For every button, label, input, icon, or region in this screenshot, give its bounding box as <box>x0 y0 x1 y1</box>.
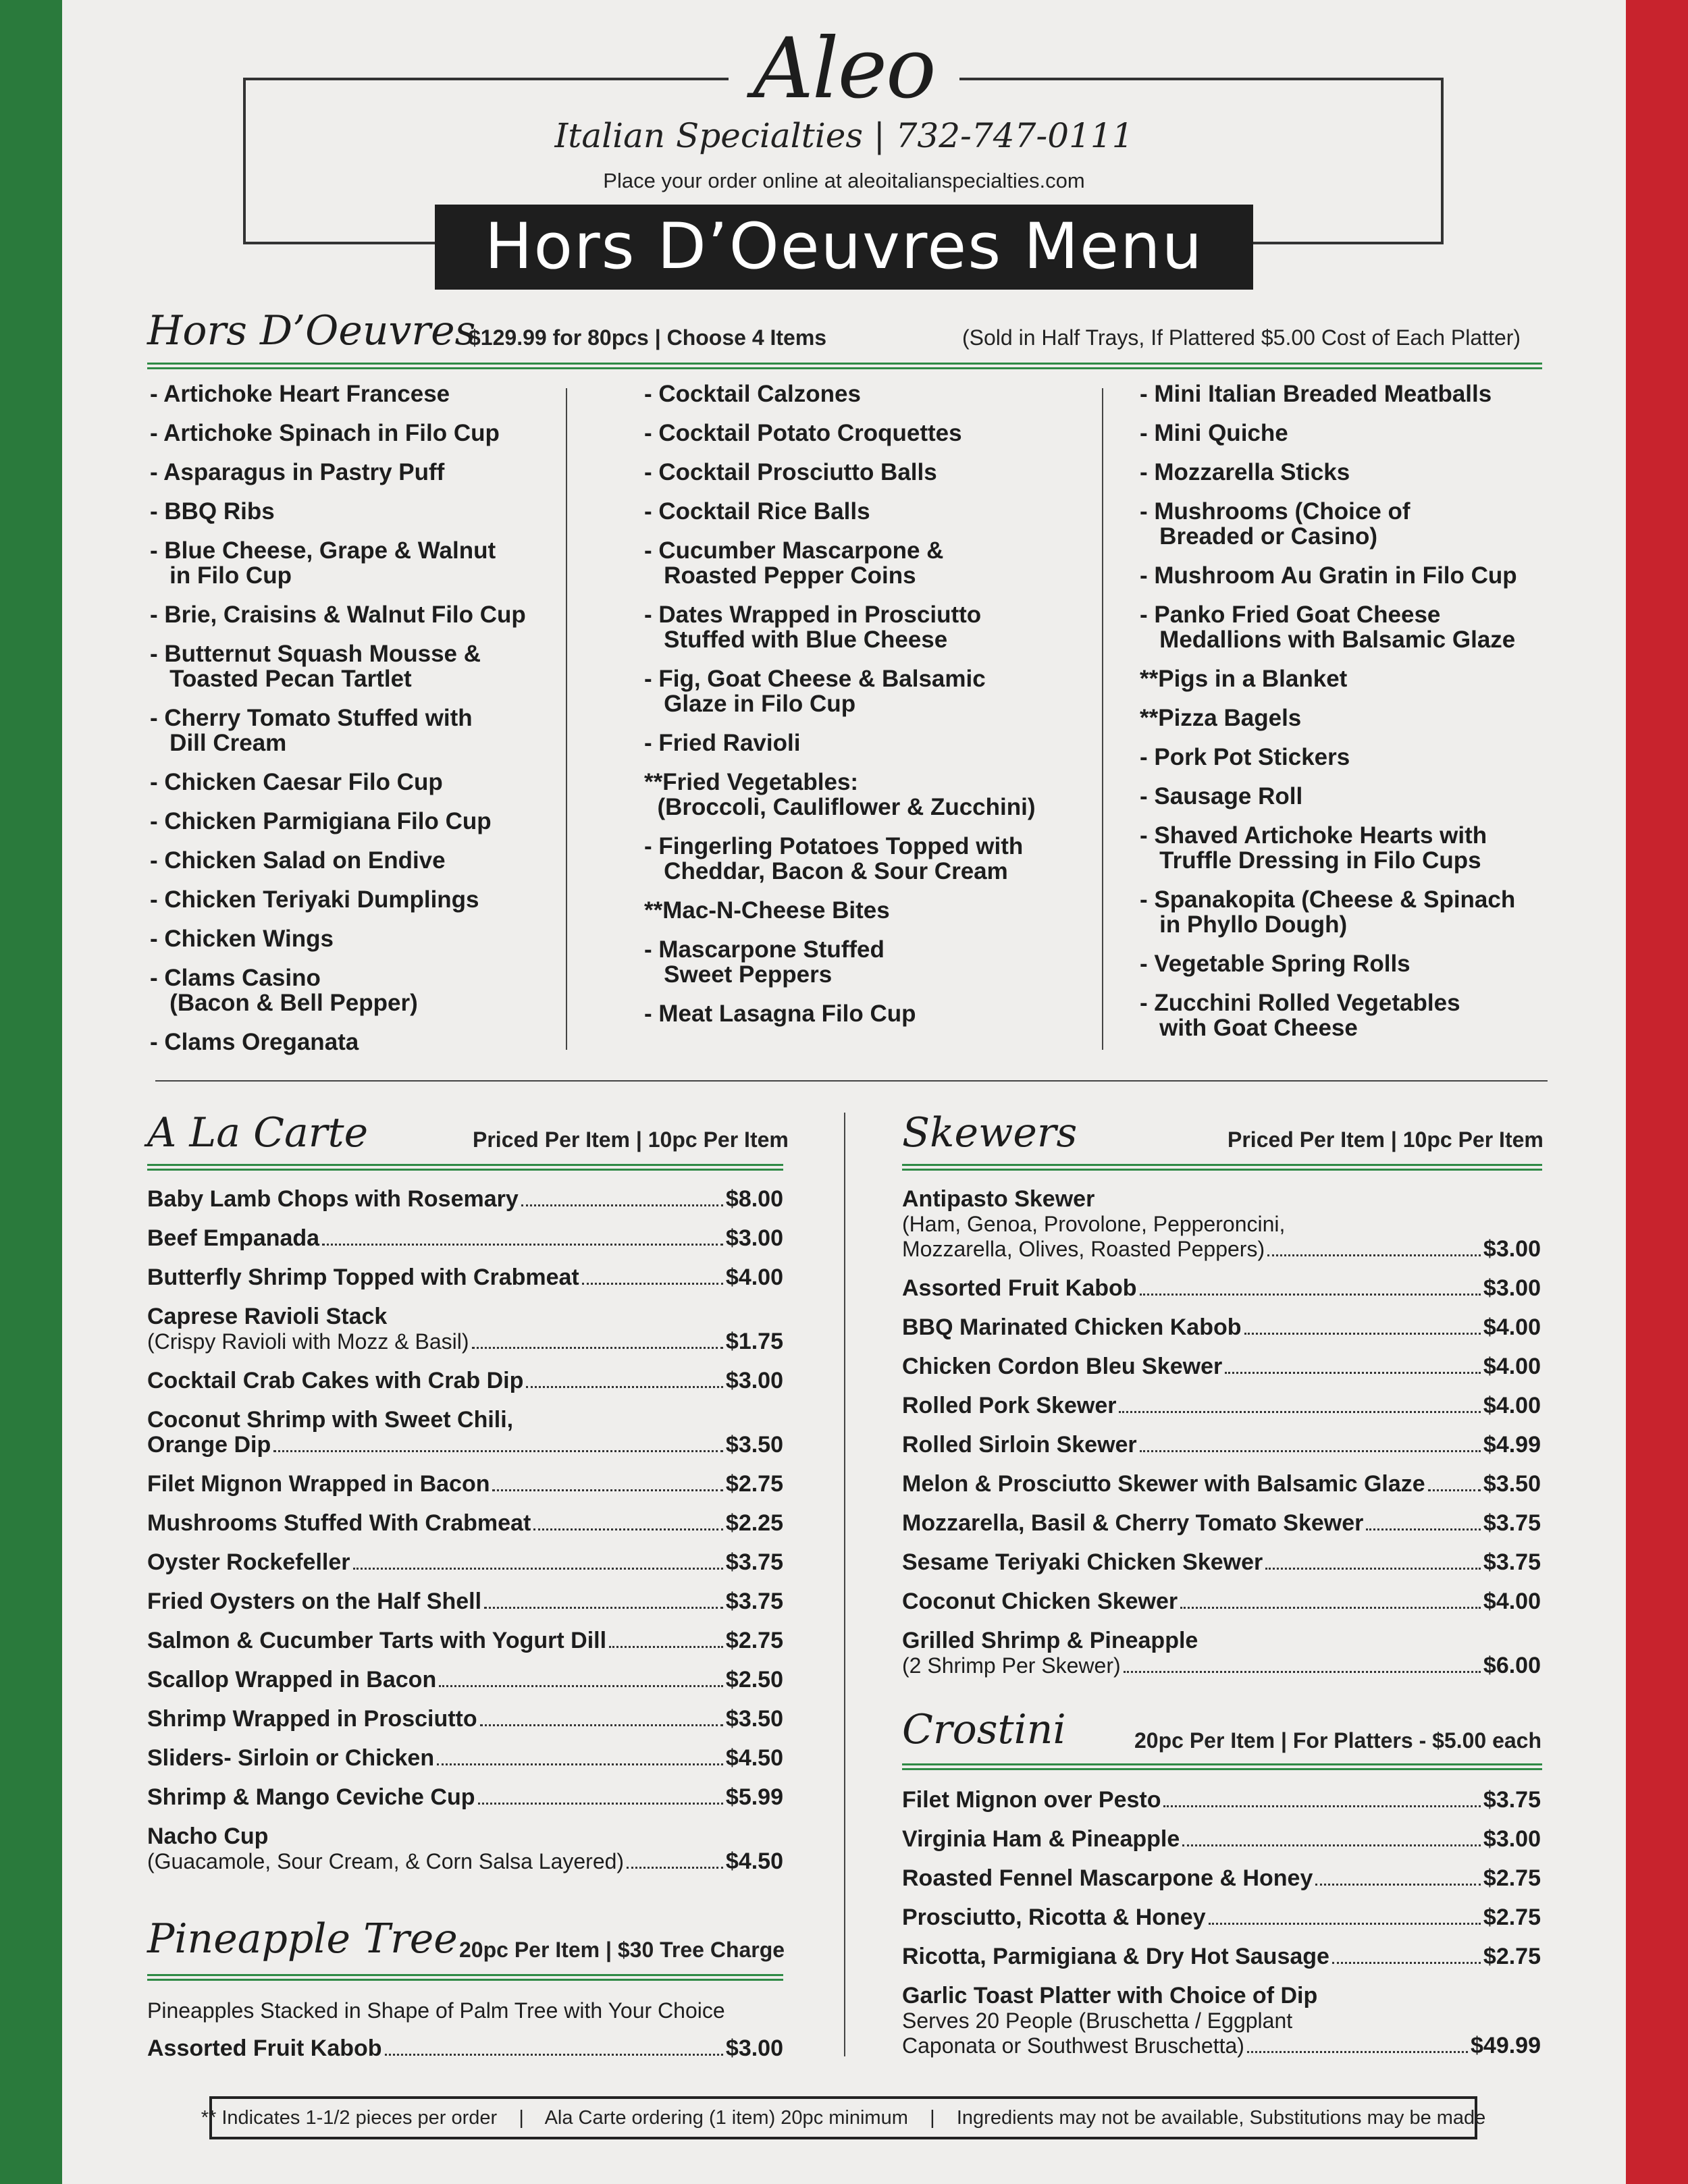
skewers-subtitle: Priced Per Item | 10pc Per Item <box>1228 1127 1544 1152</box>
brand-subtitle: Italian Specialties | 732-747-0111 <box>554 116 1134 155</box>
hors-section-title: Hors D’Oeuvres <box>147 307 476 354</box>
skewers-item-label: Sesame Teriyaki Chicken Skewer <box>902 1549 1263 1575</box>
hors-item: - Cocktail Potato Croquettes <box>644 420 962 446</box>
hors-item: - Spanakopita (Cheese & Spinach in Phyllo Dough) <box>1140 886 1516 938</box>
hors-item: - Asparagus in Pastry Puff <box>150 459 445 485</box>
dot-leader <box>478 1803 723 1805</box>
hors-item: - Cherry Tomato Stuffed with Dill Cream <box>150 705 473 756</box>
crostini-item-label: Caponata or Southwest Bruschetta) <box>902 2033 1244 2058</box>
hors-item: - Butternut Squash Mousse & Toasted Pecan Tartlet <box>150 641 481 692</box>
order-online-text: Place your order online at aleoitalianspecialties.com <box>603 169 1085 192</box>
skewers-item <box>902 1187 1541 1262</box>
alacarte-item-price: $2.25 <box>725 1510 783 1536</box>
dot-leader <box>1315 1884 1481 1886</box>
dot-leader <box>480 1724 723 1726</box>
alacarte-item-price: $3.50 <box>725 1706 783 1732</box>
crostini-item-note: Serves 20 People (Bruschetta / Eggplant <box>902 2008 1293 2033</box>
alacarte-item-name: Coconut Shrimp with Sweet Chili, <box>147 1407 514 1433</box>
skewers-item <box>902 1354 1541 1379</box>
dot-leader <box>1428 1489 1481 1491</box>
skewers-item-price: $3.75 <box>1483 1549 1541 1575</box>
hors-column-1 <box>150 381 548 1069</box>
skewers-item-label: Melon & Prosciutto Skewer with Balsamic Glaze <box>902 1471 1425 1497</box>
hors-item: - Chicken Caesar Filo Cup <box>150 769 443 795</box>
hors-item: - Cocktail Calzones <box>644 381 861 407</box>
hors-item: - Artichoke Spinach in Filo Cup <box>150 420 500 446</box>
alacarte-item-price: $2.75 <box>725 1628 783 1653</box>
skewers-item-label: BBQ Marinated Chicken Kabob <box>902 1314 1242 1340</box>
crostini-item-label: Prosciutto, Ricotta & Honey <box>902 1905 1206 1930</box>
hors-item: - Panko Fried Goat Cheese Medallions with Balsamic Glaze <box>1140 602 1516 653</box>
alacarte-section-title: A La Carte <box>147 1109 369 1156</box>
skewers-item <box>902 1550 1541 1575</box>
hors-item: - Fried Ravioli <box>644 730 801 756</box>
dot-leader <box>273 1450 723 1452</box>
alacarte-item-label: Baby Lamb Chops with Rosemary <box>147 1186 519 1212</box>
crostini-item <box>902 1866 1541 1891</box>
alacarte-item-price: $5.99 <box>725 1784 783 1810</box>
hors-item: - Mushroom Au Gratin in Filo Cup <box>1140 562 1517 589</box>
italian-flag-green-stripe <box>0 0 62 2184</box>
hors-item: - Cocktail Rice Balls <box>644 498 870 525</box>
skewers-item-label: Coconut Chicken Skewer <box>902 1589 1178 1614</box>
skewers-item <box>902 1315 1541 1340</box>
hors-item: **Fried Vegetables: (Broccoli, Cauliflower & Zucchini) <box>644 769 1036 820</box>
skewers-item-label: Rolled Pork Skewer <box>902 1393 1117 1418</box>
alacarte-item-price: $3.75 <box>725 1589 783 1614</box>
alacarte-item <box>147 1628 783 1653</box>
dot-leader <box>439 1685 723 1687</box>
dot-leader <box>492 1489 722 1491</box>
dot-leader <box>609 1646 723 1648</box>
hors-column-2 <box>644 381 1117 1040</box>
crostini-item-price: $2.75 <box>1483 1905 1541 1930</box>
skewers-item-price: $3.00 <box>1483 1275 1541 1301</box>
skewers-item-price: $4.99 <box>1483 1432 1541 1458</box>
skewers-item <box>902 1511 1541 1536</box>
crostini-section-title: Crostini <box>902 1706 1066 1753</box>
skewers-divider <box>902 1164 1542 1171</box>
hors-item: - Mushrooms (Choice of Breaded or Casino) <box>1140 498 1410 550</box>
alacarte-item-price: $2.75 <box>725 1471 783 1497</box>
alacarte-item-label: (Guacamole, Sour Cream, & Corn Salsa Layered) <box>147 1849 625 1873</box>
alacarte-item-label: Filet Mignon Wrapped in Bacon <box>147 1471 490 1497</box>
skewers-item <box>902 1393 1541 1418</box>
crostini-item-price: $2.75 <box>1483 1865 1541 1891</box>
hors-item: - Mini Italian Breaded Meatballs <box>1140 381 1492 407</box>
alacarte-item <box>147 1472 783 1497</box>
hors-item: - Clams Casino (Bacon & Bell Pepper) <box>150 965 418 1016</box>
alacarte-item <box>147 1824 783 1874</box>
skewers-item-price: $4.00 <box>1483 1314 1541 1340</box>
hors-price: $129.99 for 80pcs | Choose 4 Items <box>469 325 827 350</box>
alacarte-item <box>147 1226 783 1251</box>
alacarte-item-label: (Crispy Ravioli with Mozz & Basil) <box>147 1329 469 1354</box>
crostini-item-price: $3.75 <box>1483 1787 1541 1813</box>
hors-item: - Dates Wrapped in Prosciutto Stuffed with Blue Cheese <box>644 602 982 653</box>
hors-item: - Chicken Wings <box>150 926 334 952</box>
alacarte-item-price: $8.00 <box>725 1186 783 1212</box>
skewers-item-price: $3.75 <box>1483 1510 1541 1536</box>
skewers-item-label: (2 Shrimp Per Skewer) <box>902 1653 1121 1678</box>
hors-item: - Fingerling Potatoes Topped with Cheddar, Bacon & Sour Cream <box>644 833 1024 884</box>
alacarte-item <box>147 1368 783 1393</box>
crostini-item <box>902 1905 1541 1930</box>
alacarte-item <box>147 1668 783 1693</box>
alacarte-item-price: $4.00 <box>725 1264 783 1290</box>
alacarte-item-price: $1.75 <box>725 1329 783 1354</box>
hors-item: - Mozzarella Sticks <box>1140 459 1350 485</box>
alacarte-list <box>147 1187 783 1888</box>
dot-leader <box>1182 1844 1481 1846</box>
dot-leader <box>526 1386 723 1388</box>
dot-leader <box>521 1204 723 1206</box>
alacarte-item-label: Shrimp Wrapped in Prosciutto <box>147 1706 477 1732</box>
alacarte-item-price: $3.75 <box>725 1549 783 1575</box>
hors-item: - Cucumber Mascarpone & Roasted Pepper Coins <box>644 537 944 589</box>
pineapple-section-title: Pineapple Tree <box>147 1915 458 1963</box>
skewers-section-title: Skewers <box>902 1109 1078 1156</box>
alacarte-item-price: $4.50 <box>725 1745 783 1771</box>
alacarte-item-label: Beef Empanada <box>147 1225 320 1251</box>
crostini-list <box>902 1788 1541 2073</box>
brand-logo: Aleo <box>62 27 1626 111</box>
skewers-item <box>902 1276 1541 1301</box>
dot-leader <box>627 1867 723 1869</box>
crostini-item-label: Virginia Ham & Pineapple <box>902 1826 1180 1852</box>
dot-leader <box>1332 1962 1481 1964</box>
alacarte-item-price: $3.00 <box>725 1368 783 1393</box>
alacarte-item-price: $3.00 <box>725 1225 783 1251</box>
crostini-subtitle: 20pc Per Item | For Platters - $5.00 each <box>1134 1728 1542 1753</box>
skewers-item-note: (Ham, Genoa, Provolone, Pepperoncini, <box>902 1212 1286 1236</box>
column-divider <box>844 1113 845 2056</box>
column-divider <box>566 388 567 1050</box>
alacarte-subtitle: Priced Per Item | 10pc Per Item <box>473 1127 789 1152</box>
alacarte-item-name: Caprese Ravioli Stack <box>147 1304 388 1329</box>
skewers-item-price: $3.50 <box>1483 1471 1541 1497</box>
dot-leader <box>1163 1805 1480 1807</box>
alacarte-item-label: Fried Oysters on the Half Shell <box>147 1589 482 1614</box>
dot-leader <box>437 1763 723 1765</box>
skewers-item <box>902 1628 1541 1678</box>
alacarte-item-name: Nacho Cup <box>147 1823 269 1849</box>
skewers-item-price: $4.00 <box>1483 1393 1541 1418</box>
pineapple-divider <box>147 1974 783 1981</box>
hors-item: **Mac-N-Cheese Bites <box>644 897 890 924</box>
pineapple-subtitle: 20pc Per Item | $30 Tree Charge <box>459 1938 785 1962</box>
alacarte-item-label: Butterfly Shrimp Topped with Crabmeat <box>147 1264 579 1290</box>
alacarte-item-label: Cocktail Crab Cakes with Crab Dip <box>147 1368 524 1393</box>
footer-notes: ** Indicates 1-1/2 pieces per order | Ala Carte ordering (1 item) 20pc minimum | Ingredients may not be available, Substitutions may be made <box>209 2096 1477 2139</box>
hors-item: - Artichoke Heart Francese <box>150 381 450 407</box>
alacarte-item-price: $3.50 <box>725 1432 783 1458</box>
skewers-item-name: Antipasto Skewer <box>902 1186 1095 1212</box>
italian-flag-red-stripe <box>1626 0 1688 2184</box>
crostini-item <box>902 1827 1541 1852</box>
section-divider <box>155 1080 1548 1082</box>
crostini-item-price: $49.99 <box>1471 2033 1541 2058</box>
hors-item: - Chicken Teriyaki Dumplings <box>150 886 479 913</box>
dot-leader <box>484 1607 723 1609</box>
hors-item: - Pork Pot Stickers <box>1140 744 1350 770</box>
skewers-item-label: Mozzarella, Olives, Roasted Peppers) <box>902 1237 1265 1261</box>
dot-leader <box>322 1244 723 1246</box>
crostini-item-price: $3.00 <box>1483 1826 1541 1852</box>
skewers-item <box>902 1589 1541 1614</box>
alacarte-item-price: $4.50 <box>725 1848 783 1874</box>
alacarte-item-price: $2.50 <box>725 1667 783 1693</box>
dot-leader <box>353 1568 723 1570</box>
skewers-item-price: $6.00 <box>1483 1653 1541 1678</box>
dot-leader <box>1225 1372 1481 1374</box>
alacarte-item <box>147 1304 783 1354</box>
dot-leader <box>1119 1411 1480 1413</box>
hors-item: - Meat Lasagna Filo Cup <box>644 1001 916 1027</box>
alacarte-item <box>147 1408 783 1458</box>
crostini-item-label: Roasted Fennel Mascarpone & Honey <box>902 1865 1313 1891</box>
dot-leader <box>1140 1450 1481 1452</box>
alacarte-item <box>147 1746 783 1771</box>
column-divider <box>1102 388 1103 1050</box>
dot-leader <box>582 1283 723 1285</box>
skewers-item-label: Rolled Sirloin Skewer <box>902 1432 1137 1458</box>
hors-item: - Fig, Goat Cheese & Balsamic Glaze in Filo Cup <box>644 666 986 717</box>
skewers-item-name: Grilled Shrimp & Pineapple <box>902 1628 1198 1653</box>
hors-item: - Cocktail Prosciutto Balls <box>644 459 937 485</box>
crostini-item <box>902 1788 1541 1813</box>
alacarte-item <box>147 1589 783 1614</box>
hors-item: **Pigs in a Blanket <box>1140 666 1348 692</box>
dot-leader <box>1247 2051 1468 2053</box>
pineapple-description: Pineapples Stacked in Shape of Palm Tree with Your Choice <box>147 1998 725 2023</box>
alacarte-item-label: Sliders- Sirloin or Chicken <box>147 1745 435 1771</box>
hors-item: - Zucchini Rolled Vegetables with Goat Cheese <box>1140 990 1460 1041</box>
alacarte-item <box>147 1785 783 1810</box>
hors-item: - Mascarpone Stuffed Sweet Peppers <box>644 936 885 988</box>
alacarte-divider <box>147 1164 783 1171</box>
alacarte-item-label: Scallop Wrapped in Bacon <box>147 1667 437 1693</box>
skewers-item-label: Assorted Fruit Kabob <box>902 1275 1137 1301</box>
alacarte-item <box>147 1511 783 1536</box>
crostini-item <box>902 1983 1541 2058</box>
hors-note: (Sold in Half Trays, If Plattered $5.00 Cost of Each Platter) <box>962 325 1521 350</box>
hors-item: - Sausage Roll <box>1140 783 1303 809</box>
crostini-item <box>902 1944 1541 1969</box>
dot-leader <box>1366 1528 1481 1530</box>
alacarte-item <box>147 1265 783 1290</box>
dot-leader <box>1244 1333 1481 1335</box>
dot-leader <box>1265 1568 1481 1570</box>
alacarte-item-label: Mushrooms Stuffed With Crabmeat <box>147 1510 531 1536</box>
hors-item: **Pizza Bagels <box>1140 705 1302 731</box>
skewers-item-price: $3.00 <box>1483 1236 1541 1262</box>
page-title: Hors D’Oeuvres Menu <box>435 205 1253 290</box>
hors-column-3 <box>1140 381 1558 1055</box>
crostini-item-label: Filet Mignon over Pesto <box>902 1787 1161 1813</box>
dot-leader <box>1267 1254 1481 1256</box>
hors-item: - Vegetable Spring Rolls <box>1140 951 1410 977</box>
pineapple-item: Assorted Fruit Kabob $3.00 <box>147 2035 783 2061</box>
dot-leader <box>472 1347 723 1349</box>
alacarte-item-label: Shrimp & Mango Ceviche Cup <box>147 1784 475 1810</box>
hors-item: - Blue Cheese, Grape & Walnut in Filo Cup <box>150 537 496 589</box>
dot-leader <box>1209 1923 1481 1925</box>
hors-item: - Chicken Salad on Endive <box>150 847 446 874</box>
crostini-divider <box>902 1763 1542 1770</box>
dot-leader <box>533 1528 723 1530</box>
skewers-item <box>902 1433 1541 1458</box>
alacarte-item-label: Orange Dip <box>147 1432 271 1458</box>
dot-leader <box>1124 1671 1481 1673</box>
crostini-item-name: Garlic Toast Platter with Choice of Dip <box>902 1983 1318 2008</box>
hors-item: - Clams Oreganata <box>150 1029 359 1055</box>
menu-page <box>62 0 1626 2184</box>
hors-item: - Shaved Artichoke Hearts with Truffle Dressing in Filo Cups <box>1140 822 1487 874</box>
hors-item: - Chicken Parmigiana Filo Cup <box>150 808 492 834</box>
crostini-item-label: Ricotta, Parmigiana & Dry Hot Sausage <box>902 1944 1329 1969</box>
hors-divider <box>147 363 1542 369</box>
skewers-item-label: Chicken Cordon Bleu Skewer <box>902 1354 1223 1379</box>
skewers-item <box>902 1472 1541 1497</box>
alacarte-item <box>147 1187 783 1212</box>
hors-item: - Mini Quiche <box>1140 420 1288 446</box>
alacarte-item-label: Salmon & Cucumber Tarts with Yogurt Dill <box>147 1628 607 1653</box>
dot-leader <box>1140 1294 1481 1296</box>
skewers-item-price: $4.00 <box>1483 1354 1541 1379</box>
dot-leader <box>1180 1607 1481 1609</box>
alacarte-item <box>147 1707 783 1732</box>
crostini-item-price: $2.75 <box>1483 1944 1541 1969</box>
hors-item: - BBQ Ribs <box>150 498 275 525</box>
skewers-item-price: $4.00 <box>1483 1589 1541 1614</box>
skewers-list <box>902 1187 1541 1693</box>
alacarte-item-label: Oyster Rockefeller <box>147 1549 350 1575</box>
hors-item: - Brie, Craisins & Walnut Filo Cup <box>150 602 526 628</box>
skewers-item-label: Mozzarella, Basil & Cherry Tomato Skewer <box>902 1510 1364 1536</box>
alacarte-item <box>147 1550 783 1575</box>
